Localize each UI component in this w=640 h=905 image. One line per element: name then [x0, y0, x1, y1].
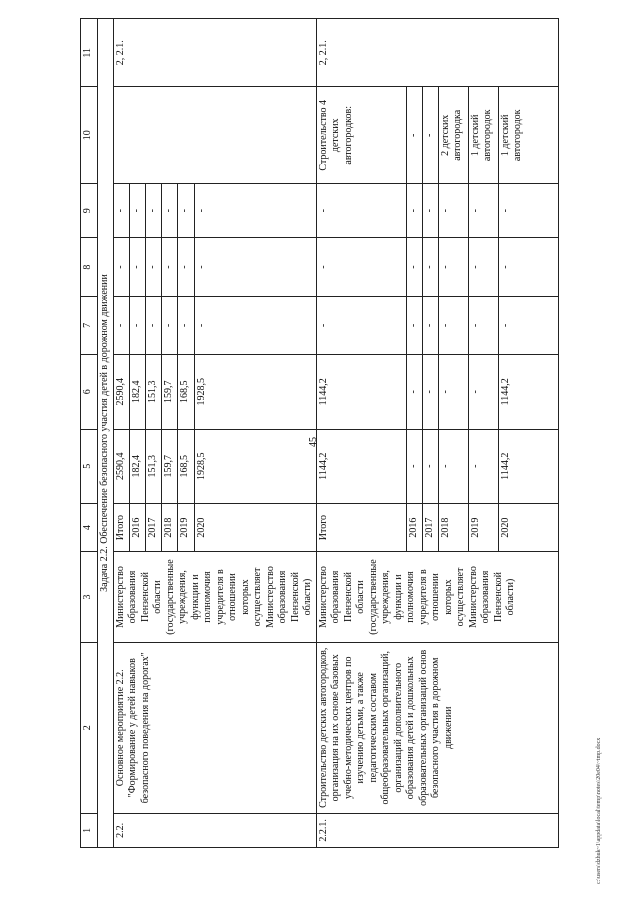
task-row: [98, 19, 114, 848]
value-cell: -: [113, 296, 129, 354]
value-cell: -: [406, 296, 422, 354]
value-cell: -: [113, 184, 129, 238]
value-cell: -: [316, 296, 406, 354]
indicator-cell: 1 детский автогородок: [498, 87, 558, 184]
indicator-cell: -: [406, 87, 422, 184]
link-cell: 2, 2.1.: [316, 19, 558, 88]
year-cell: 2016: [129, 503, 145, 551]
value-cell: 151,3: [145, 429, 161, 503]
indicator-cell: [113, 87, 316, 184]
header-cell: 5: [81, 429, 98, 503]
value-cell: -: [406, 238, 422, 296]
value-cell: 1144,2: [498, 429, 558, 503]
header-cell: 10: [81, 87, 98, 184]
year-cell: 2016: [406, 503, 422, 551]
value-cell: 1144,2: [316, 429, 406, 503]
measure-name: Основное мероприятие 2.2. "Формирование у детей навыков безопасного поведения на дорогах": [113, 642, 316, 813]
value-cell: -: [145, 296, 161, 354]
value-cell: -: [422, 296, 438, 354]
value-cell: -: [162, 238, 178, 296]
value-cell: -: [438, 184, 468, 238]
value-cell: 2590,4: [113, 355, 129, 429]
value-cell: -: [438, 429, 468, 503]
header-cell: 9: [81, 184, 98, 238]
value-cell: -: [145, 184, 161, 238]
executor: Министерство образования Пензенской области (государственные учреждения, функции и полномочия учредителя в отношении которых осуществляет Министерство образования Пензенской области): [316, 552, 558, 643]
year-cell: Итого: [316, 503, 406, 551]
year-cell: Итого: [113, 503, 129, 551]
value-cell: -: [498, 296, 558, 354]
measure-name: Строительство детских автогородков, организация на их основе базовых учебно-методических центров по изучению детьми, а также педагогическим составом общеобразовательных организаций, организаций дополнительного образования детей и дошкольных образовательных организаций основ безопасного участия в дорожном движении: [316, 642, 558, 813]
value-cell: -: [162, 184, 178, 238]
value-cell: -: [178, 184, 194, 238]
footer-file-path: c:\users\dzhuk~1\appdata\local\temp\notes\20e04\~tmp.docx: [596, 737, 602, 884]
value-cell: -: [129, 296, 145, 354]
task-title: Задача 2.2. Обеспечение безопасного участия детей в дорожном движении: [98, 19, 114, 848]
value-cell: -: [194, 184, 316, 238]
year-cell: 2020: [194, 503, 316, 551]
value-cell: 151,3: [145, 355, 161, 429]
year-cell: 2018: [162, 503, 178, 551]
value-cell: -: [194, 296, 316, 354]
value-cell: -: [194, 238, 316, 296]
executor: Министерство образования Пензенской области (государственные учреждения, функции и полномочия учредителя в отношении которых осуществляет Министерство образования Пензенской области): [113, 552, 316, 643]
header-cell: 3: [81, 552, 98, 643]
value-cell: -: [406, 184, 422, 238]
value-cell: -: [406, 355, 422, 429]
value-cell: 182,4: [129, 429, 145, 503]
year-cell: 2017: [145, 503, 161, 551]
year-cell: 2019: [178, 503, 194, 551]
value-cell: -: [178, 296, 194, 354]
indicator-cell: -: [422, 87, 438, 184]
value-cell: -: [406, 429, 422, 503]
header-cell: 11: [81, 19, 98, 88]
value-cell: 1144,2: [498, 355, 558, 429]
value-cell: -: [316, 184, 406, 238]
value-cell: 1928,5: [194, 429, 316, 503]
header-cell: 4: [81, 503, 98, 551]
value-cell: -: [468, 429, 498, 503]
indicator-cell: 1 детский автогородок: [468, 87, 498, 184]
value-cell: -: [438, 238, 468, 296]
header-row: [81, 19, 98, 848]
value-cell: 1928,5: [194, 355, 316, 429]
value-cell: 159,7: [162, 429, 178, 503]
value-cell: -: [438, 296, 468, 354]
header-cell: 8: [81, 238, 98, 296]
value-cell: -: [129, 184, 145, 238]
indicator-cell: 2 детских автогородка: [438, 87, 468, 184]
value-cell: -: [468, 238, 498, 296]
value-cell: -: [468, 184, 498, 238]
value-cell: 2590,4: [113, 429, 129, 503]
value-cell: -: [178, 238, 194, 296]
year-cell: 2020: [498, 503, 558, 551]
value-cell: -: [422, 429, 438, 503]
value-cell: -: [468, 296, 498, 354]
page-number: 45: [308, 437, 319, 447]
value-cell: -: [162, 296, 178, 354]
value-cell: -: [316, 238, 406, 296]
table-container: [80, 18, 585, 848]
value-cell: 159,7: [162, 355, 178, 429]
table-row: [113, 19, 129, 848]
value-cell: -: [498, 184, 558, 238]
indicator-cell: Строительство 4 детских автогородков:: [316, 87, 406, 184]
row-number: 2.2.: [113, 813, 316, 847]
row-number: 2.2.1.: [316, 813, 558, 847]
program-table: [80, 18, 559, 848]
value-cell: -: [498, 238, 558, 296]
value-cell: -: [113, 238, 129, 296]
header-cell: 1: [81, 813, 98, 847]
value-cell: -: [422, 238, 438, 296]
value-cell: -: [145, 238, 161, 296]
value-cell: -: [129, 238, 145, 296]
value-cell: 168,5: [178, 429, 194, 503]
value-cell: -: [422, 184, 438, 238]
header-cell: 7: [81, 296, 98, 354]
year-cell: 2019: [468, 503, 498, 551]
link-cell: 2, 2.1.: [113, 19, 316, 88]
value-cell: -: [422, 355, 438, 429]
value-cell: -: [468, 355, 498, 429]
year-cell: 2018: [438, 503, 468, 551]
table-row: [316, 19, 406, 848]
value-cell: 1144,2: [316, 355, 406, 429]
header-cell: 2: [81, 642, 98, 813]
header-cell: 6: [81, 355, 98, 429]
value-cell: 168,5: [178, 355, 194, 429]
year-cell: 2017: [422, 503, 438, 551]
value-cell: -: [438, 355, 468, 429]
value-cell: 182,4: [129, 355, 145, 429]
